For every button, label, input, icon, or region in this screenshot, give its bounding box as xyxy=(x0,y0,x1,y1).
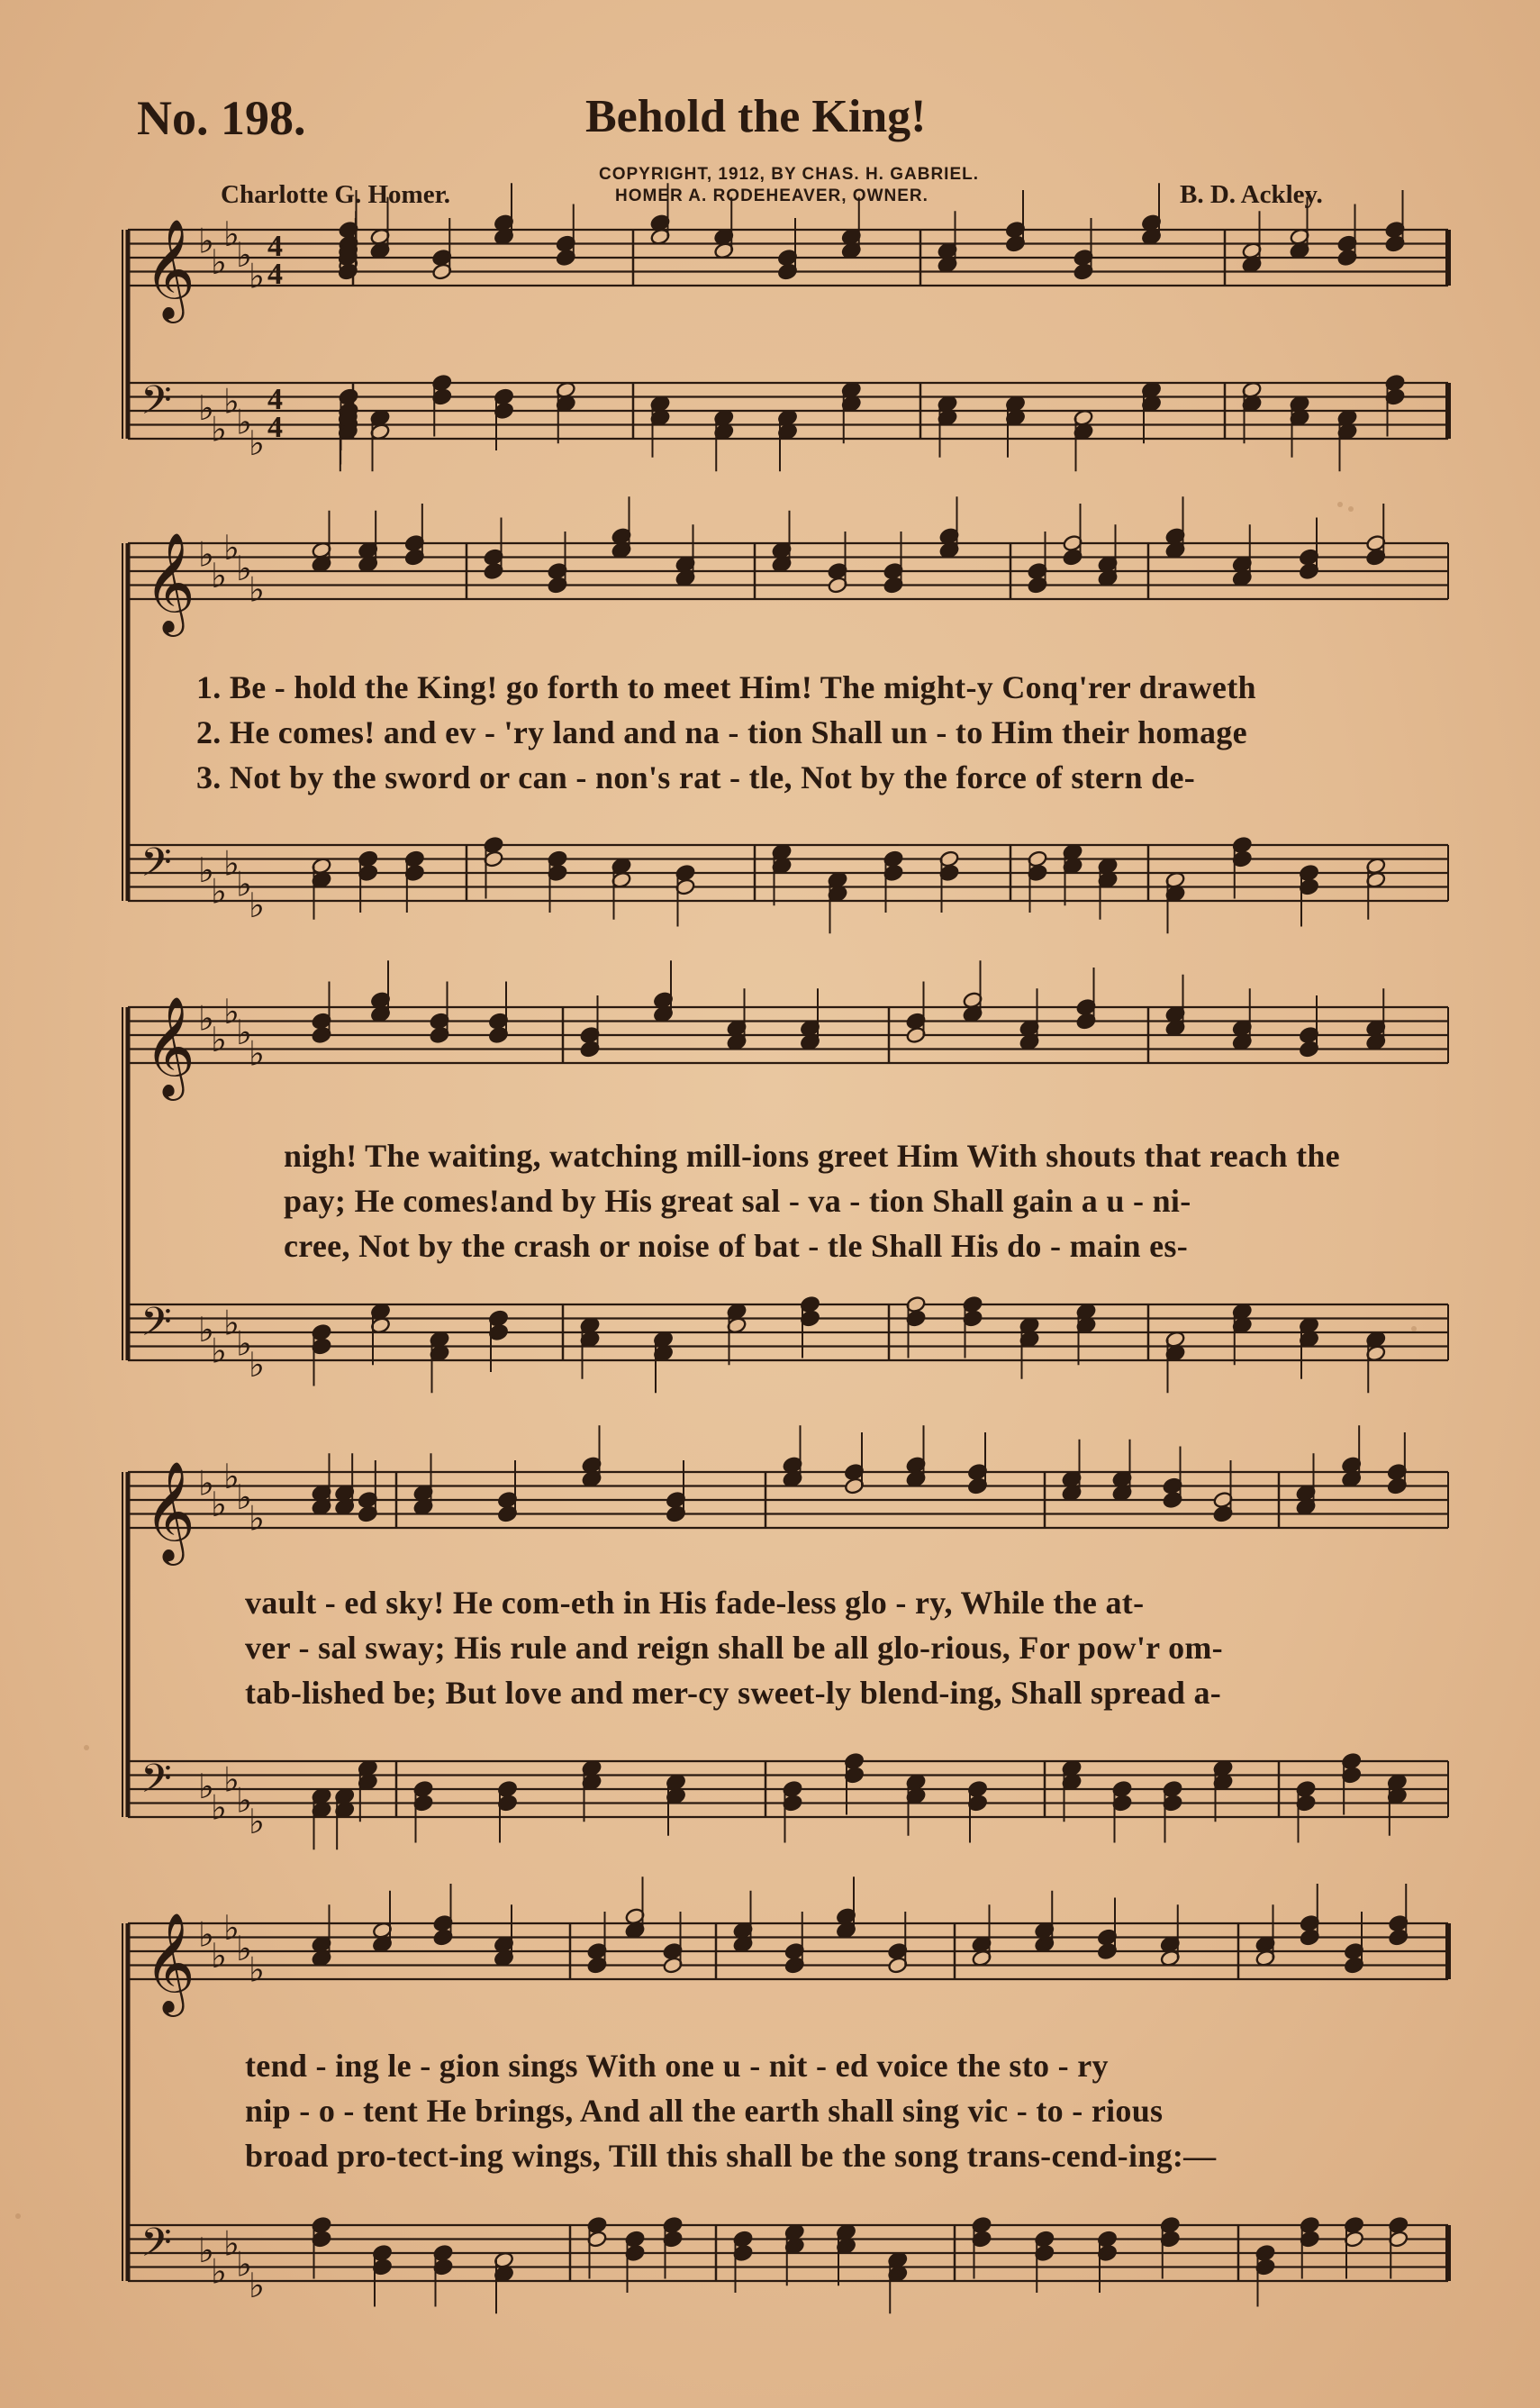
flat-sign: ♭ xyxy=(211,555,227,595)
paper-spot xyxy=(1348,506,1354,512)
flat-sign: ♭ xyxy=(211,1935,227,1976)
flat-sign: ♭ xyxy=(223,214,240,254)
paper-spot xyxy=(1411,1326,1417,1331)
flat-sign: ♭ xyxy=(223,1759,240,1800)
paper-spot xyxy=(84,1745,89,1750)
flat-sign: ♭ xyxy=(211,409,227,450)
flat-sign: ♭ xyxy=(249,1344,265,1385)
flat-sign: ♭ xyxy=(198,388,214,428)
bass-clef: 𝄢 xyxy=(140,2219,172,2276)
flat-sign: ♭ xyxy=(198,998,214,1039)
lyric-line: tab-lished be; But love and mer-cy sweet-ly blend-ing, Shall spread a- xyxy=(245,1675,1222,1711)
hymn-number: No. 198. xyxy=(137,91,306,145)
flat-sign: ♭ xyxy=(198,1914,214,1955)
hymn-title: Behold the King! xyxy=(585,91,927,142)
lyric-line: pay; He comes!and by His great sal - va - tion Shall gain a u - ni- xyxy=(284,1183,1191,1219)
flat-sign: ♭ xyxy=(236,402,252,442)
lyric-line: broad pro-tect-ing wings, Till this shall be the song trans-cend-ing:— xyxy=(245,2138,1217,2174)
lyric-line: vault - ed sky! He com-eth in His fade-less glo - ry, While the at- xyxy=(245,1585,1145,1621)
flat-sign: ♭ xyxy=(249,1033,265,1074)
flat-sign: ♭ xyxy=(236,1477,252,1517)
flat-sign: ♭ xyxy=(249,2265,265,2305)
composer-credit: B. D. Ackley. xyxy=(1180,180,1323,209)
flat-sign: ♭ xyxy=(211,241,227,282)
flat-sign: ♭ xyxy=(223,1303,240,1343)
flat-sign: ♭ xyxy=(198,1767,214,1806)
flat-sign: ♭ xyxy=(211,1019,227,1059)
flat-sign: ♭ xyxy=(249,423,265,463)
flat-sign: ♭ xyxy=(198,2231,214,2270)
treble-clef: 𝄞 xyxy=(144,218,195,319)
treble-clef: 𝄞 xyxy=(144,532,195,632)
flat-sign: ♭ xyxy=(236,1780,252,1821)
time-signature: 4 xyxy=(267,258,283,291)
flat-sign: ♭ xyxy=(249,256,265,296)
lyric-line: nigh! The waiting, watching mill-ions greet Him With shouts that reach the xyxy=(284,1138,1340,1174)
treble-clef: 𝄞 xyxy=(144,1460,195,1561)
flat-sign: ♭ xyxy=(236,235,252,275)
flat-sign: ♭ xyxy=(198,1310,214,1349)
flat-sign: ♭ xyxy=(223,1456,240,1496)
flat-sign: ♭ xyxy=(223,991,240,1031)
flat-sign: ♭ xyxy=(223,2223,240,2264)
lyric-line: 1. Be - hold the King! go forth to meet Him! The might-y Conq'rer draweth xyxy=(196,669,1256,705)
flat-sign: ♭ xyxy=(249,1498,265,1539)
bass-clef: 𝄢 xyxy=(140,377,172,433)
flat-sign: ♭ xyxy=(211,1331,227,1371)
flat-sign: ♭ xyxy=(211,1484,227,1524)
flat-sign: ♭ xyxy=(198,1463,214,1504)
lyric-line: tend - ing le - gion sings With one u - nit - ed voice the sto - ry xyxy=(245,2048,1109,2084)
bass-clef: 𝄢 xyxy=(140,1755,172,1812)
flat-sign: ♭ xyxy=(198,221,214,261)
author-credit: Charlotte G. Homer. xyxy=(221,180,451,209)
lyric-line: ver - sal sway; His rule and reign shall be all glo-rious, For pow'r om- xyxy=(245,1630,1223,1666)
copyright-line-1: COPYRIGHT, 1912, BY CHAS. H. GABRIEL. xyxy=(599,165,980,184)
paper-spot xyxy=(15,2213,21,2219)
flat-sign: ♭ xyxy=(249,885,265,925)
copyright-line-2: HOMER A. RODEHEAVER, OWNER. xyxy=(615,186,929,205)
flat-sign: ♭ xyxy=(236,2244,252,2285)
treble-clef: 𝄞 xyxy=(144,995,195,1096)
flat-sign: ♭ xyxy=(223,527,240,568)
flat-sign: ♭ xyxy=(236,549,252,588)
flat-sign: ♭ xyxy=(211,2251,227,2292)
lyric-line: 3. Not by the sword or can - non's rat - tle, Not by the force of stern de- xyxy=(196,759,1196,795)
flat-sign: ♭ xyxy=(249,1801,265,1841)
flat-sign: ♭ xyxy=(236,1013,252,1052)
bass-clef: 𝄢 xyxy=(140,839,172,895)
flat-sign: ♭ xyxy=(211,871,227,912)
time-signature: 4 xyxy=(267,230,283,263)
flat-sign: ♭ xyxy=(249,1949,265,1990)
flat-sign: ♭ xyxy=(223,843,240,884)
paper-spot xyxy=(1337,502,1343,507)
flat-sign: ♭ xyxy=(236,1929,252,1968)
flat-sign: ♭ xyxy=(211,1787,227,1828)
time-signature: 4 xyxy=(267,383,283,416)
flat-sign: ♭ xyxy=(236,1323,252,1364)
flat-sign: ♭ xyxy=(198,850,214,890)
lyric-line: cree, Not by the crash or noise of bat - tle Shall His do - main es- xyxy=(284,1228,1189,1264)
lyric-line: 2. He comes! and ev - 'ry land and na - tion Shall un - to Him their homage xyxy=(196,714,1247,750)
flat-sign: ♭ xyxy=(198,534,214,575)
lyric-line: nip - o - tent He brings, And all the earth shall sing vic - to - rious xyxy=(245,2093,1164,2129)
flat-sign: ♭ xyxy=(223,381,240,422)
flat-sign: ♭ xyxy=(249,569,265,610)
treble-clef: 𝄞 xyxy=(144,1912,195,2013)
bass-clef: 𝄢 xyxy=(140,1298,172,1355)
time-signature: 4 xyxy=(267,411,283,444)
flat-sign: ♭ xyxy=(223,1907,240,1948)
flat-sign: ♭ xyxy=(236,864,252,904)
